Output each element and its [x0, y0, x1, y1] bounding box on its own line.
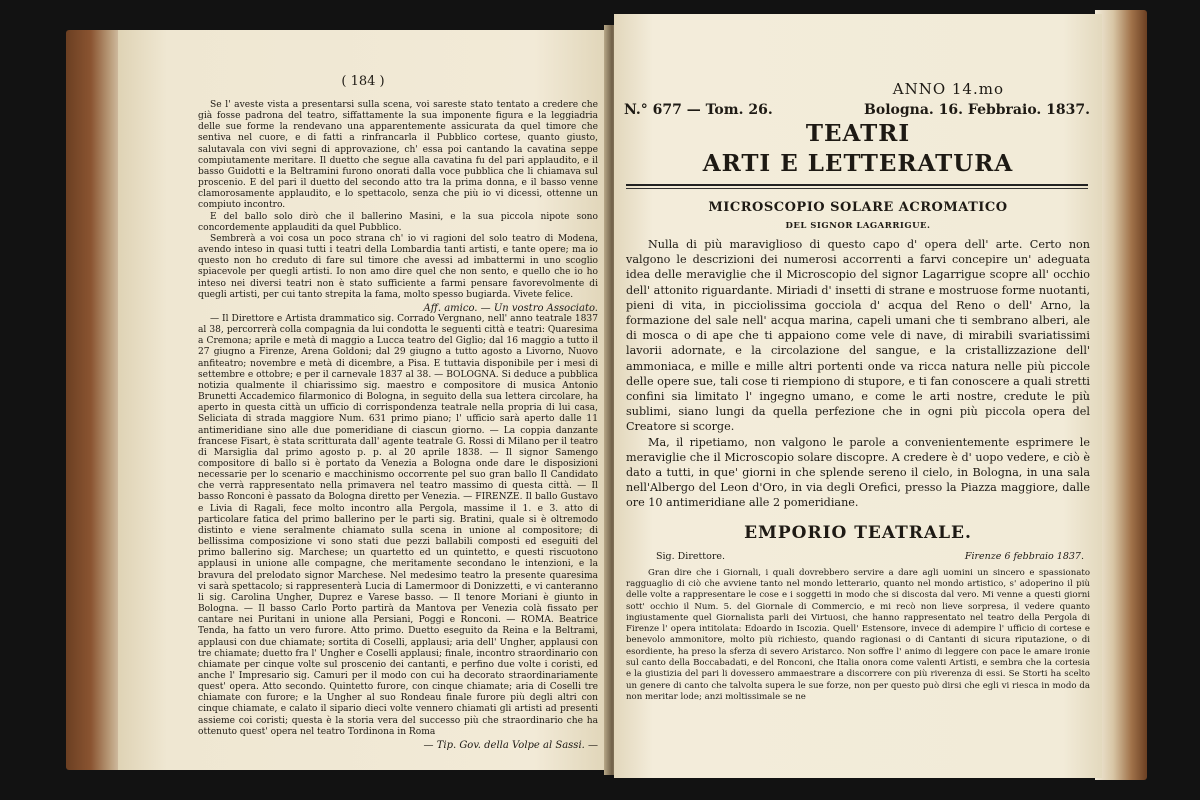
masthead-title-2: ARTI E LETTERATURA: [702, 150, 1014, 177]
issue-number: N.° 677 — Tom. 26.: [624, 102, 773, 118]
masthead-rule-thin: [626, 188, 1088, 189]
imprint: — Tip. Gov. della Volpe al Sassi. —: [423, 739, 598, 751]
masthead-rule: [626, 184, 1088, 186]
book-edge-right: [1095, 10, 1147, 780]
place-date: Firenze 6 febbraio 1837.: [964, 550, 1084, 562]
letter-signature: Aff. amico. — Un vostro Associato.: [423, 302, 598, 314]
dateline: Bologna. 16. Febbraio. 1837.: [864, 102, 1090, 118]
paragraph: Sembrerà a voi cosa un poco strana ch' io vi ragioni del solo teatro di Modena, avendo inteso in quasi tutti i teatri della Lombardia tanti artisti, e tante opere; ma io questo non ho creduto di fare sul timore che avessi ad imbattermi in uno scoglio spiacevole per quegli artisti. Io non amo dire quel che non sento, e quello che io ho inteso nei diversi teatri non è stato sufficiente a farmi pensare favorevolmente di quegli artisti, per cui tanto strepita la fama, molto spesso bugiarda. Vivete felice.: [198, 233, 598, 300]
year-label: ANNO 14.mo: [892, 80, 1004, 98]
salutation: Sig. Direttore.: [656, 550, 726, 562]
article-title: MICROSCOPIO SOLARE ACROMATICO: [708, 200, 1008, 215]
paragraph: Gran dire che i Giornali, i quali dovrebbero servire a dare agli uomini un sincero e spassionato ragguaglio di ciò che avviene tanto nel mondo letterario, quanto nel mondo artistico, s' adoperino il più delle volte a rappresentare le cose e i soggetti in modo che si discosta dal vero. Mi venne a questi giorni sott' occhio il Num. 5. del Giornale di Commercio, e mi recò non lieve sorpresa, il vedere quanto ingiustamente quel Giornalista parli dei Virtuosi, che hanno rappresentato nel teatro della Pergola di Firenze l' opera intitolata: Edoardo in Iscozia. Quell' Estensore, invece di adempire l' ufficio di cortese e benevolo ammonitore, molto più richiesto, quando ragionasi o di Cantanti di sicura riputazione, o di esordiente, ha preso la sferza di severo Aristarco. Non soffre l' animo di leggere con pace le amare ironie sul canto della Boccabadati, e del Ronconi, che Italia onora come valenti Artisti, e sembra che la cortesia e la giustizia del pari li dovessero ammaestrare a discorrere con più riverenza di essi. Se Storti ha scelto un genere di canto che talvolta supera le sue forze, non per questo può dirsi che egli vi riesca in modo da non meritar lode; anzi moltissimale se ne: [626, 567, 1090, 702]
paragraph: E del ballo solo dirò che il ballerino Masini, e la sua piccola nipote sono concordemente applauditi da quel Pubblico.: [198, 211, 598, 233]
right-page-text: [626, 194, 1090, 703]
article-body: [626, 237, 1090, 511]
right-page: [614, 14, 1102, 778]
letter-body: [626, 568, 1090, 704]
article-subtitle: DEL SIGNOR LAGARRIGUE.: [785, 221, 931, 231]
section-title: EMPORIO TEATRALE.: [744, 522, 972, 543]
masthead-title-1: TEATRI: [805, 120, 911, 147]
paragraph: Se l' aveste vista a presentarsi sulla scena, voi sareste stato tentato a credere che già fosse padrona del teatro, siffattamente la sua imponente figura e la leggiadria delle sue forme la rendevano una apparentemente assicurata da quel timore che sentiva nel cuore, e di fatti a rinfrancarla il Pubblico cortese, quanto giusto, salutavala con vivi segni di approvazione, ch' essa poi cantando la cavatina seppe compiutamente meritare. Il duetto che segue alla cavatina fu del pari applaudito, e il basso Guidotti e la Beltramini furono onorati dalla voce pubblica che li chiamava sul proscenio. E del pari il duetto del secondo atto tra la prima donna, e il basso venne clamorosamente applaudito, e lo spettacolo, senza che più io vi dicessi, ottenne un compiuto incontro.: [198, 100, 598, 211]
paragraph: — Il Direttore e Artista drammatico sig. Corrado Vergnano, nell' anno teatrale 1837 al 38, percorrerà colla compagnia da lui condotta le seguenti città e teatri: Quaresima a Cremona; aprile e metà di maggio a Lucca teatro del Giglio; dal 16 maggio a tutto il 27 giugno a Firenze, Arena Goldoni; dal 29 giugno a tutto agosto a Livorno, Nuovo anfiteatro; novembre e metà di dicembre, a Pisa. E tuttavia disponibile per i mesi di settembre e ottobre; e per il carnevale 1837 al 38. — BOLOGNA. Si deduce a pubblica notizia qualmente il chiarissimo sig. maestro e compositore di musica Antonio Brunetti Accademico filarmonico di Bologna, in seguito della sua lettera circolare, ha aperto in questa città un ufficio di corrispondenza teatrale nella propria di lui casa, Seliciata di strada maggiore Num. 631 primo piano; l' ufficio sarà aperto dalle 11 antimeridiane sino alle due pomeridiane di ciascun giorno. — La coppia danzante francese Fisart, è stata scritturata dall' agente teatrale G. Rossi di Milano per il teatro di Marsiglia dal primo agosto p. p. al 20 aprile 1838. — Il signor Samengo compositore di ballo si è portato da Venezia a Bologna onde dare le disposizioni necessarie per lo scenario e macchinismo occorrente pel suo gran ballo Il Candidato che verrà rappresentato nella primavera nel teatro massimo di questa città. — Il basso Ronconi è passato da Bologna diretto per Venezia. — FIRENZE. Il ballo Gustavo e Livia di Ragali, fece molto incontro alla Pergola, massime il 1. e 3. atto di particolare fatica del primo ballerino per le parti sig. Bratini, quale si è oltremodo distinto e viene seralmente chiamato sulla scena in unione al compositore; di bellissima composizione vi sono stati due pezzi ballabili composti ed eseguiti del primo ballerino sig. Marchese; un quartetto ed un quintetto, e questi riscuotono applausi in unione alle compagne, che meritamente secondano le intenzioni, e la bravura del prelodato signor Marchese. Nel medesimo teatro la presente quaresima vi sarà spettacolo; si rappresenterà Lucia di Lamermoor di Donizzetti, e vi canteranno li sig. Carolina Ungher, Duprez e Varese basso. — Il tenore Moriani è giunto in Bologna. — Il basso Carlo Porto partirà da Mantova per Venezia colà fissato per cantare nei Puritani in unione alla Persiani, Poggi e Ronconi. — ROMA. Beatrice Tenda, ha fatto un vero furore. Atto primo. Duetto eseguito da Reina e la Beltrami, applausi con due chiamate; sortita di Coselli, applausi; aria dell' Ungher, applausi con tre chiamate; duetto fra l' Ungher e Coselli applausi; finale, incontro straordinario con chiamate per cinque volte sul proscenio dei cantanti, e perfino due volte i coristi, ed anche l' Impresario sig. Camuri per il modo con cui ha decorato straordinariamente quest' opera. Atto secondo. Quintetto furore, con cinque chiamate; aria di Coselli tre chiamate con furore; e la Ungher al suo Rondeau finale furore più degli altri con cinque chiamate, e calato il sipario dieci volte vennero chiamati gli artisti ad presenti assieme coi coristi; questa è la storia vera del successo più che straordinario che ha ottenuto quest' opera nel teatro Tordinona in Roma: [198, 313, 598, 737]
issue-line: [614, 98, 1102, 118]
paragraph: Nulla di più maraviglioso di questo capo d' opera dell' arte. Certo non valgono le descrizioni dei numerosi accorrenti a farvi concepire un' adeguata idea delle meraviglie che il Microscopio del signor Lagarrigue scopre all' occhio dell' attonito riguardante. Miriadi d' insetti di strane e mostruose forme nuotanti, pieni di vita, in picciolissima gocciola d' acqua del Reno o dell' Arno, la formazione del sale nell' acqua marina, capeli umani che ti sembrano alberi, ale di mosca o di ape che ti appaiono come vele di nave, di mirabili svariatissimi lavorii adornate, e la circolazione del sangue, e la cristallizzazione dell' ammoniaca, e mille e mille altri portenti onde va ricca natura nelle più piccole delle opere sue, tali cose ti riempiono di stupore, e ti fan conoscere a quali stretti confini sia limitato l' ingegno umano, e come le arti nostre, credute le più sublimi, siano lungi da quella perfezione che in ogni più piccola opera del Creatore si scorge.: [626, 238, 1090, 434]
paragraph: Ma, il ripetiamo, non valgono le parole a convenientemente esprimere le meraviglie che il Microscopio solare discopre. A credere è d' uopo vedere, e ciò è dato a tutti, in que' giorni in che splende sereno il cielo, in Bologna, in una sala nell'Albergo del Leon d'Oro, in via degli Orefici, presso la Piazza maggiore, dalle ore 10 antimeridiane alle 2 pomeridiane.: [626, 435, 1090, 510]
left-page-text: [198, 100, 598, 751]
left-page: [118, 30, 608, 770]
letter-header: [626, 551, 1090, 562]
masthead-block: [614, 80, 1102, 189]
page-number: ( 184 ): [341, 74, 385, 89]
